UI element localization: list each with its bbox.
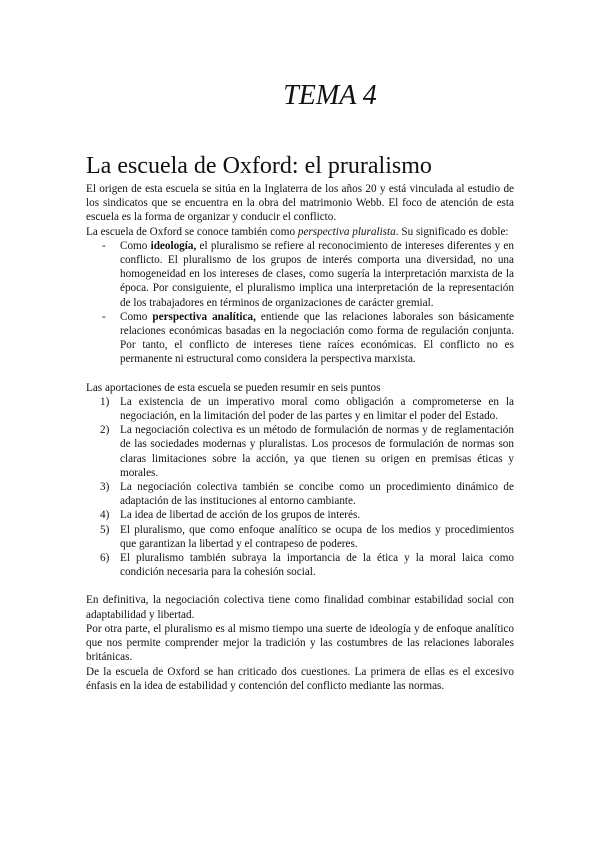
intro-paragraph: El origen de esta escuela se sitúa en la Inglaterra de los años 20 y está vinculada al estudio de los sindicatos que se encuentra en la obra del matrimonio Webb. El foco de atención de esta escuela es la forma de organizar y conducir el conflicto. xyxy=(86,183,514,224)
conclusion-paragraph: De la escuela de Oxford se han criticado dos cuestiones. La primera de ellas es el excesivo énfasis en la idea de estabilidad y contención del conflicto mediante las normas. xyxy=(86,665,514,692)
document-body xyxy=(86,182,514,693)
list-item-text: La negociación colectiva también se concibe como un procedimiento dinámico de adaptación de las instituciones al entorno cambiante. xyxy=(120,481,514,508)
conclusion-paragraph: En definitiva, la negociación colectiva tiene como finalidad combinar estabilidad social con adaptabilidad y libertad. xyxy=(86,594,514,621)
meaning-text: el pluralismo se refiere al reconocimiento de intereses diferentes y en conflicto. El pluralismo de los grupos de interés comporta una diversidad, no una homogeneidad en los intereses de clases, como sugería la interpretación marxista de la época. Por consiguiente, el pluralismo implica una interpretación de la representación de los trabajadores en términos de organizaciones de carácter gremial. xyxy=(120,239,514,309)
document-title: TEMA 4 xyxy=(283,80,377,111)
list-marker: 5) xyxy=(100,523,110,536)
list-marker: 6) xyxy=(100,552,110,565)
list-item xyxy=(100,551,514,579)
list-item xyxy=(100,423,514,480)
list-item-text: La existencia de un imperativo moral como obligación a comprometerse en la negociación, en la limitación del poder de las partes y en limitar el poder del Estado. xyxy=(120,395,514,423)
perspective-text-after: . Su significado es doble: xyxy=(395,225,509,238)
list-item-text: La negociación colectiva es un método de formulación de normas y de reglamentación de las sociedades modernas y pluralistas. Los procesos de formulación de normas son claras limitaciones sobre la acción, ya que tienen su origen en premisas éticas y morales. xyxy=(120,424,514,479)
perspective-paragraph xyxy=(86,225,514,239)
section-title: La escuela de Oxford: el pruralismo xyxy=(86,153,432,179)
list-marker: 2) xyxy=(100,424,110,437)
meaning-term: perspectiva analítica, xyxy=(152,310,256,323)
meaning-text: entiende que las relaciones laborales son básicamente relaciones económicas basadas en la negociación como forma de regulación conjunta. Por tanto, el conflicto de intereses tiene raíces económicas. El conflicto no es permanente ni estructural como considera la perspectiva marxista. xyxy=(120,310,515,366)
list-item xyxy=(100,508,514,522)
meaning-term: ideología, xyxy=(150,239,197,252)
meaning-lead: Como xyxy=(120,310,153,323)
list-item-text: El pluralismo, que como enfoque analítico se ocupa de los medios y procedimientos que garantizan la libertad y el contrapeso de poderes. xyxy=(120,523,514,550)
meanings-list xyxy=(86,239,514,367)
list-item xyxy=(120,239,514,310)
list-item xyxy=(100,480,514,508)
list-item xyxy=(120,310,514,367)
list-item xyxy=(100,523,514,551)
list-item-text: La idea de libertad de acción de los grupos de interés. xyxy=(120,509,361,522)
list-item-text: El pluralismo también subraya la importancia de la ética y la moral laica como condición necesaria para la cohesión social. xyxy=(120,552,514,579)
spacer xyxy=(86,367,514,381)
contributions-intro: Las aportaciones de esta escuela se pueden resumir en seis puntos xyxy=(86,381,381,394)
list-marker: 3) xyxy=(100,481,110,494)
contributions-list xyxy=(86,395,514,580)
spacer xyxy=(86,579,514,593)
perspective-text-before: La escuela de Oxford se conoce también como xyxy=(86,225,298,238)
perspective-emphasis: perspectiva pluralista xyxy=(297,225,396,238)
list-marker: 1) xyxy=(100,395,110,408)
list-marker: 4) xyxy=(100,509,110,522)
meaning-lead: Como xyxy=(120,239,151,252)
conclusion-paragraph: Por otra parte, el pluralismo es al mismo tiempo una suerte de ideología y de enfoque analítico que nos permite comprender mejor la tradición y las costumbres de las relaciones laborales británicas. xyxy=(86,622,514,664)
list-item xyxy=(100,395,514,423)
